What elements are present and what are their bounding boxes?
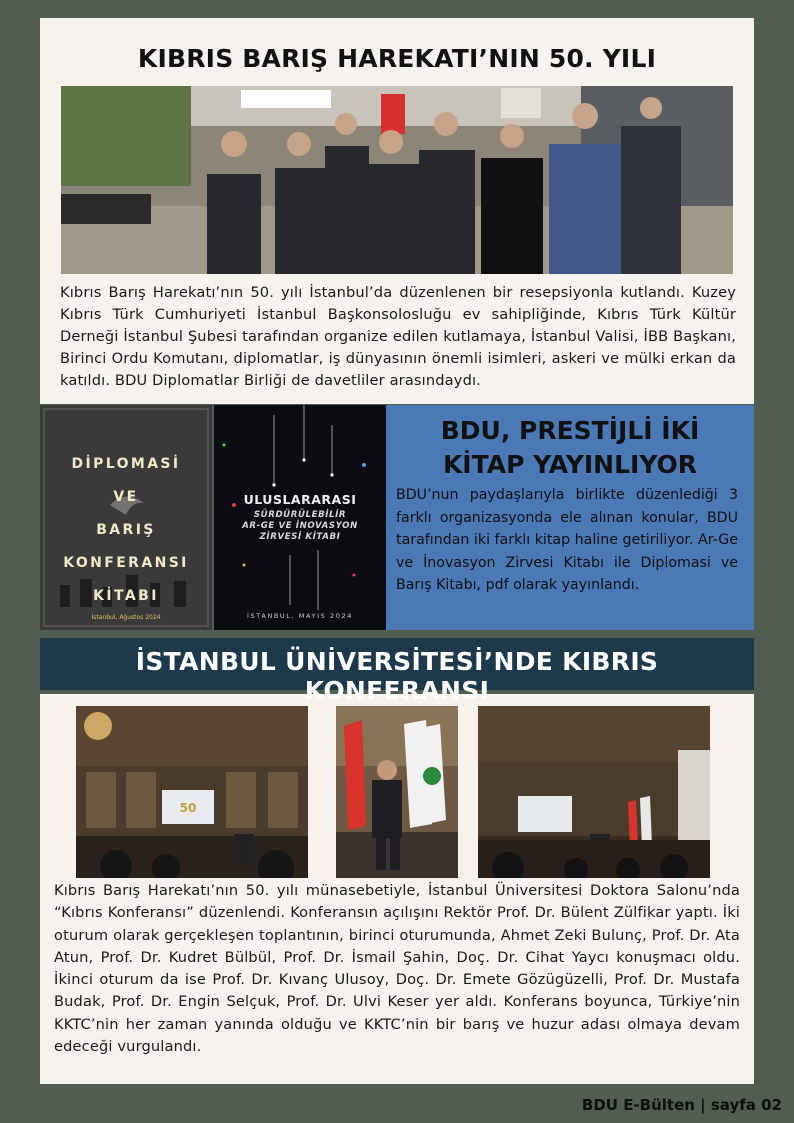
- footer-page-label: BDU E-Bülten | sayfa 02: [581, 1096, 782, 1114]
- book2-date: İSTANBUL, MAYIS 2024: [247, 612, 353, 620]
- conference-hall-photo-right: [478, 706, 710, 878]
- books-heading: [386, 414, 754, 482]
- conference-article-text: Kıbrıs Barış Harekatı’nın 50. yılı münasebetiyle, İstanbul Üniversitesi Doktora Salonu’nda “Kıbrıs Konferansı” düzenlendi. Konferansın açılışını Rektör Prof. Dr. Bülent Zülfikar yaptı. İki oturum olarak gerçekleşen toplantının, birinci oturumunda, Ahmet Zeki Bulunç, Prof. Dr. Ata Atun, Prof. Dr. Kudret Bülbül, Prof. Dr. İsmail Şahin, Doç. Dr. Cihat Yaycı konuşmacı oldu. İkinci oturum da ise Prof. Dr. Kıvanç Ulusoy, Doç. Dr. Emete Gözügüzelli, Prof. Dr. Mustafa Budak, Prof. Dr. Engin Selçuk, Prof. Dr. Ulvi Keser yer aldı. Konferans boyunca, Türkiye’nin KKTC’nin her zaman yanında olduğu ve KKTC’nin bir barış ve huzur adası olmaya devam edeceği vurgulandı.: [54, 882, 740, 1056]
- book1-title-line: KİTABI: [93, 588, 159, 604]
- page-title: KIBRIS BARIŞ HAREKATI’NIN 50. YILI: [137, 44, 657, 73]
- book1-title-line: VE: [113, 489, 139, 505]
- book2-subtitle-line: SÜRDÜRÜLEBİLİR: [253, 510, 347, 520]
- podium: [234, 834, 254, 864]
- book1-title-line: KONFERANSI: [63, 555, 189, 571]
- conference-heading: İSTANBUL ÜNİVERSİTESİ’NDE KIBRIS KONFERANSI: [135, 647, 659, 705]
- books-heading-line: KİTAP YAYINLIYOR: [442, 450, 698, 479]
- book2-subtitle: [214, 510, 386, 543]
- book1-title-line: DİPLOMASİ: [71, 456, 181, 472]
- projection-screen: [518, 796, 572, 832]
- book2-subtitle-line: AR-GE VE İNOVASYON: [242, 521, 358, 531]
- screen-number: 50: [179, 801, 197, 815]
- reception-photo: [61, 86, 733, 274]
- reception-article-text: Kıbrıs Barış Harekatı’nın 50. yılı İstanbul’da düzenlenen bir resepsiyonla kutlandı. Kuzey Kıbrıs Türk Cumhuriyeti İstanbul Başkonsolosluğu ev sahipliğinde, Kıbrıs Türk Kültür Derneği İstanbul Şubesi tarafından organize edilen kutlamaya, İstanbul Valisi, İBB Başkanı, Birinci Ordu Komutanı, diplomatlar, iş dünyasının önemli isimleri, askeri ve mülki erkan da katıldı. BDU Diplomatlar Birliği de davetliler arasındaydı.: [60, 284, 736, 389]
- book1-title: [40, 448, 212, 613]
- book2-subtitle-line: ZİRVESİ KİTABI: [259, 532, 341, 542]
- chandelier-icon: [84, 712, 112, 740]
- conference-hall-photo-left: [76, 706, 308, 878]
- book1-date: İstanbul, Ağustos 2024: [91, 614, 161, 621]
- speaker-photo: [336, 706, 458, 878]
- book2-title: ULUSLARARASI: [243, 492, 357, 507]
- books-heading-line: BDU, PRESTİJLİ İKİ: [440, 416, 700, 445]
- book1-title-line: BARIŞ: [96, 522, 156, 538]
- books-article-text: BDU’nun paydaşlarıyla birlikte düzenlediği 3 farklı organizasyonda ele alınan konular, BDU tarafından iki farklı kitap haline getiriliyor. Ar-Ge ve İnovasyon Zirvesi Kitabı ile Diplomasi ve Barış Kitabı, pdf olarak yayınlandı.: [396, 487, 738, 594]
